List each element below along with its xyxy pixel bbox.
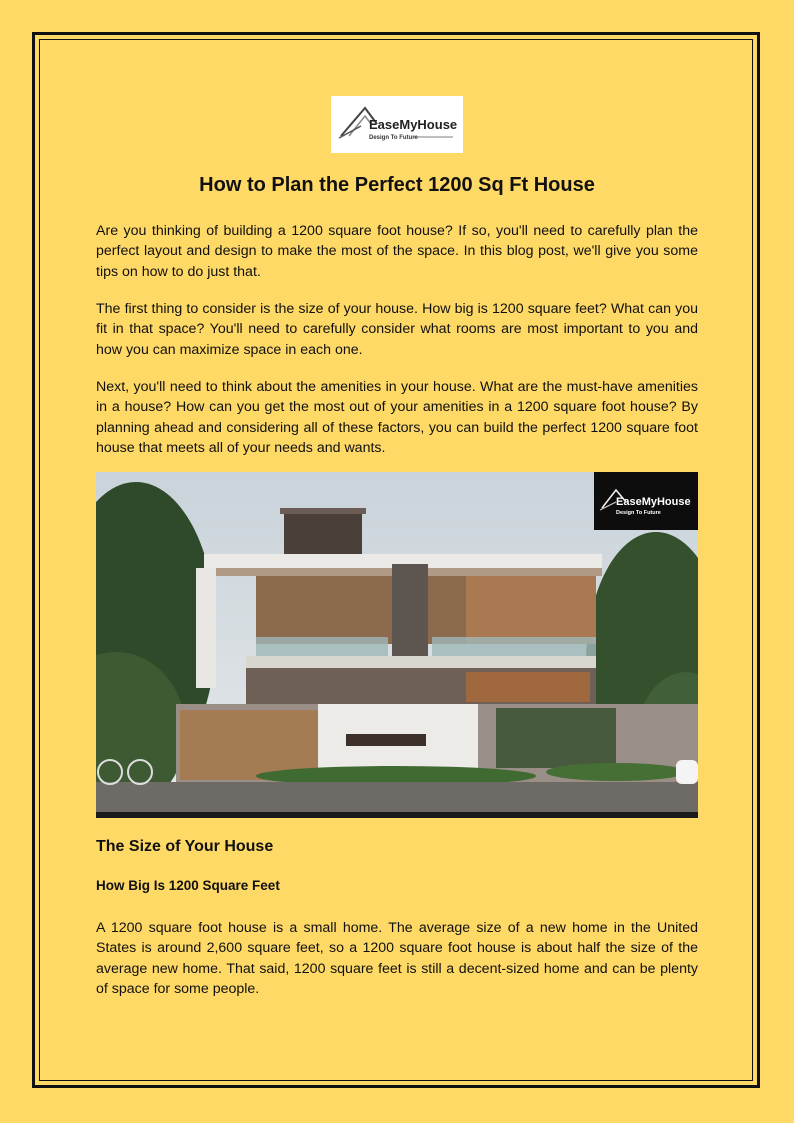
house-logo-icon: [331, 96, 463, 153]
house-logo-icon: [594, 472, 698, 530]
logo-brand-text: EaseMyHouse: [369, 117, 458, 132]
square-feet-paragraph: A 1200 square foot house is a small home. The average size of a new home in the United States is around 2,600 square feet, so a 1200 square foot house is about half the size of the average new home. That said, 1200 square feet is still a decent-sized home and can be plenty of space for some people.: [96, 920, 698, 997]
page-title: How to Plan the Perfect 1200 Sq Ft House: [199, 174, 595, 196]
logo-tagline-text: Design To Future: [369, 135, 418, 141]
intro-paragraph: Are you thinking of building a 1200 square foot house? If so, you'll need to carefully plan the perfect layout and design to make the most of the space. In this blog post, we'll give you some tips on how to do just that.: [96, 223, 698, 280]
watermark-tagline-text: Design To Future: [616, 510, 661, 516]
amenities-paragraph: Next, you'll need to think about the amenities in your house. What are the must-have amenities in a house? How can you get the most out of your amenities in a 1200 square foot house? By planning ahead and considering all of these factors, you can build the perfect 1200 square foot house that meets all of your needs and wants.: [96, 379, 698, 456]
house-photo: [96, 472, 698, 818]
brand-logo: [331, 96, 463, 153]
subsection-heading: How Big Is 1200 Square Feet: [96, 878, 280, 893]
watermark-brand-text: EaseMyHouse: [616, 496, 691, 508]
section-heading: The Size of Your House: [96, 838, 274, 855]
size-paragraph: The first thing to consider is the size of your house. How big is 1200 square feet? What can you fit in that space? You'll need to carefully consider what rooms are most important to you and how you can maximize space in each one.: [96, 301, 698, 358]
photo-watermark-logo: [594, 472, 698, 530]
